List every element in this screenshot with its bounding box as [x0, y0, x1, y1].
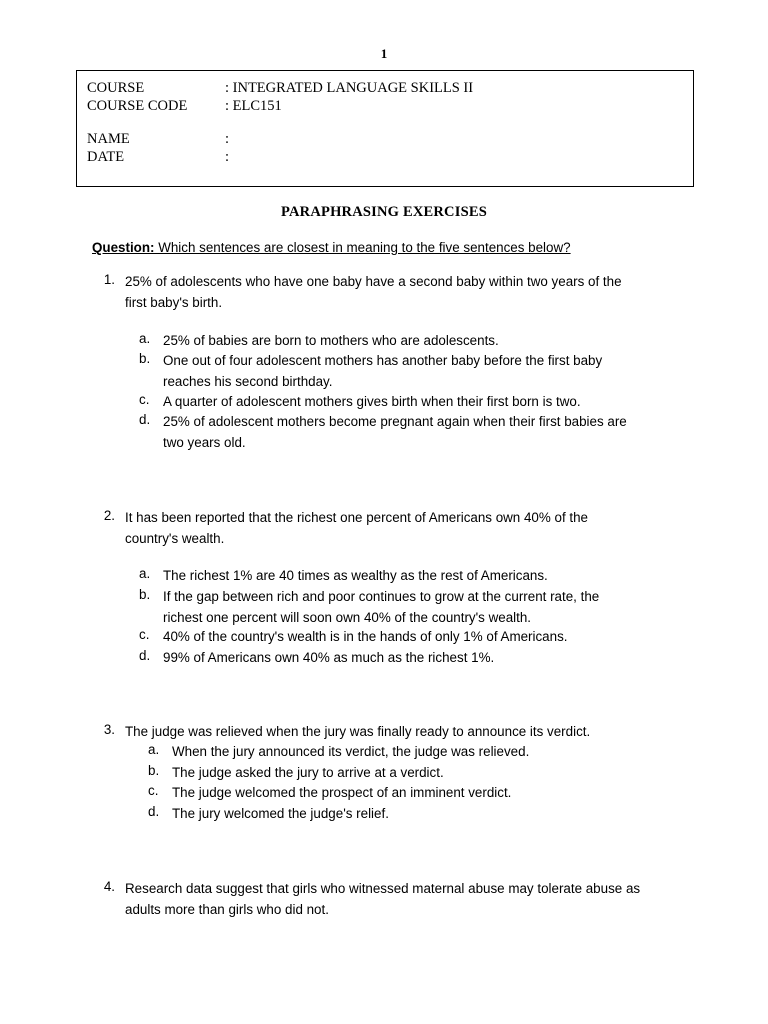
course-code-value: : ELC151 [225, 98, 282, 114]
item-4-number: 4. [103, 879, 115, 894]
item-3-number: 3. [103, 722, 115, 737]
question-text: Which sentences are closest in meaning to the five sentences below? [154, 240, 571, 255]
option-line: reaches his second birthday. [163, 373, 333, 389]
item-4-sentence [125, 879, 674, 920]
item-2-option-a-letter: a. [139, 566, 151, 581]
course-label: COURSE [87, 80, 145, 96]
date-value: : [225, 149, 230, 165]
item-3-sentence [125, 722, 674, 743]
question-label: Question: [92, 240, 155, 255]
item-3-line-1: The judge was relieved when the jury was finally ready to announce its verdict. [125, 724, 591, 739]
item-2-option-b-letter: b. [139, 587, 151, 602]
option-line: 40% of the country's wealth is in the hands of only 1% of Americans. [163, 629, 568, 644]
item-1-option-d-letter: d. [139, 412, 151, 427]
item-1-option-c-letter: c. [139, 392, 150, 407]
item-1-sentence [125, 272, 674, 313]
item-1-option-a [163, 331, 674, 352]
item-3-option-a-letter: a. [148, 742, 160, 757]
option-line: The richest 1% are 40 times as wealthy as the rest of Americans. [163, 568, 548, 583]
course-info-box [76, 70, 694, 187]
item-1-option-a-letter: a. [139, 331, 151, 346]
item-3-option-b-letter: b. [148, 763, 160, 778]
item-4-line-2: adults more than girls who did not. [125, 901, 329, 917]
option-line: two years old. [163, 434, 246, 450]
item-2-option-c-letter: c. [139, 627, 150, 642]
item-4-line-1: Research data suggest that girls who witnessed maternal abuse may tolerate abuse as [125, 881, 641, 896]
item-2-number: 2. [103, 508, 115, 523]
item-1-option-c [163, 392, 674, 413]
option-line: When the jury announced its verdict, the judge was relieved. [172, 744, 530, 759]
item-1-option-b-letter: b. [139, 351, 151, 366]
date-label: DATE [87, 149, 125, 165]
course-value: : INTEGRATED LANGUAGE SKILLS II [225, 80, 474, 96]
page-number: 1 [380, 46, 388, 61]
option-line: The judge asked the jury to arrive at a verdict. [172, 765, 444, 780]
item-3-option-a [172, 742, 672, 763]
item-3-option-d-letter: d. [148, 804, 160, 819]
item-2-sentence [125, 508, 674, 549]
option-line: A quarter of adolescent mothers gives birth when their first born is two. [163, 394, 581, 409]
option-line: The judge welcomed the prospect of an imminent verdict. [172, 785, 512, 800]
item-3-option-c [172, 783, 672, 804]
question-line [92, 240, 571, 255]
item-3-option-b [172, 763, 672, 784]
option-line: 25% of babies are born to mothers who are adolescents. [163, 333, 499, 348]
name-value: : [225, 131, 230, 147]
option-line: If the gap between rich and poor continues to grow at the current rate, the [163, 589, 600, 604]
option-line: 25% of adolescent mothers become pregnant again when their first babies are [163, 414, 627, 429]
option-line: One out of four adolescent mothers has another baby before the first baby [163, 353, 603, 368]
name-row [87, 130, 229, 148]
item-2-option-d-letter: d. [139, 648, 151, 663]
course-code-label: COURSE CODE [87, 98, 188, 114]
course-code-row [87, 97, 282, 115]
date-row [87, 148, 229, 166]
item-1-line-2: first baby's birth. [125, 294, 223, 310]
item-2-option-c [163, 627, 674, 648]
course-row [87, 79, 473, 97]
item-1-number: 1. [103, 272, 115, 287]
option-line: The jury welcomed the judge's relief. [172, 806, 389, 821]
item-2-option-b [163, 587, 674, 628]
item-1-line-1: 25% of adolescents who have one baby have a second baby within two years of the [125, 274, 622, 289]
item-1-option-b [163, 351, 674, 392]
item-2-line-2: country's wealth. [125, 530, 225, 546]
item-2-option-d [163, 648, 674, 669]
item-3-option-d [172, 804, 672, 825]
item-2-line-1: It has been reported that the richest one percent of Americans own 40% of the [125, 510, 589, 525]
option-line: 99% of Americans own 40% as much as the richest 1%. [163, 650, 495, 665]
item-3-option-c-letter: c. [148, 783, 159, 798]
page-title: PARAPHRASING EXERCISES [281, 204, 487, 220]
item-2-option-a [163, 566, 674, 587]
name-label: NAME [87, 131, 130, 147]
item-1-option-d [163, 412, 674, 453]
option-line: richest one percent will soon own 40% of the country's wealth. [163, 609, 532, 625]
